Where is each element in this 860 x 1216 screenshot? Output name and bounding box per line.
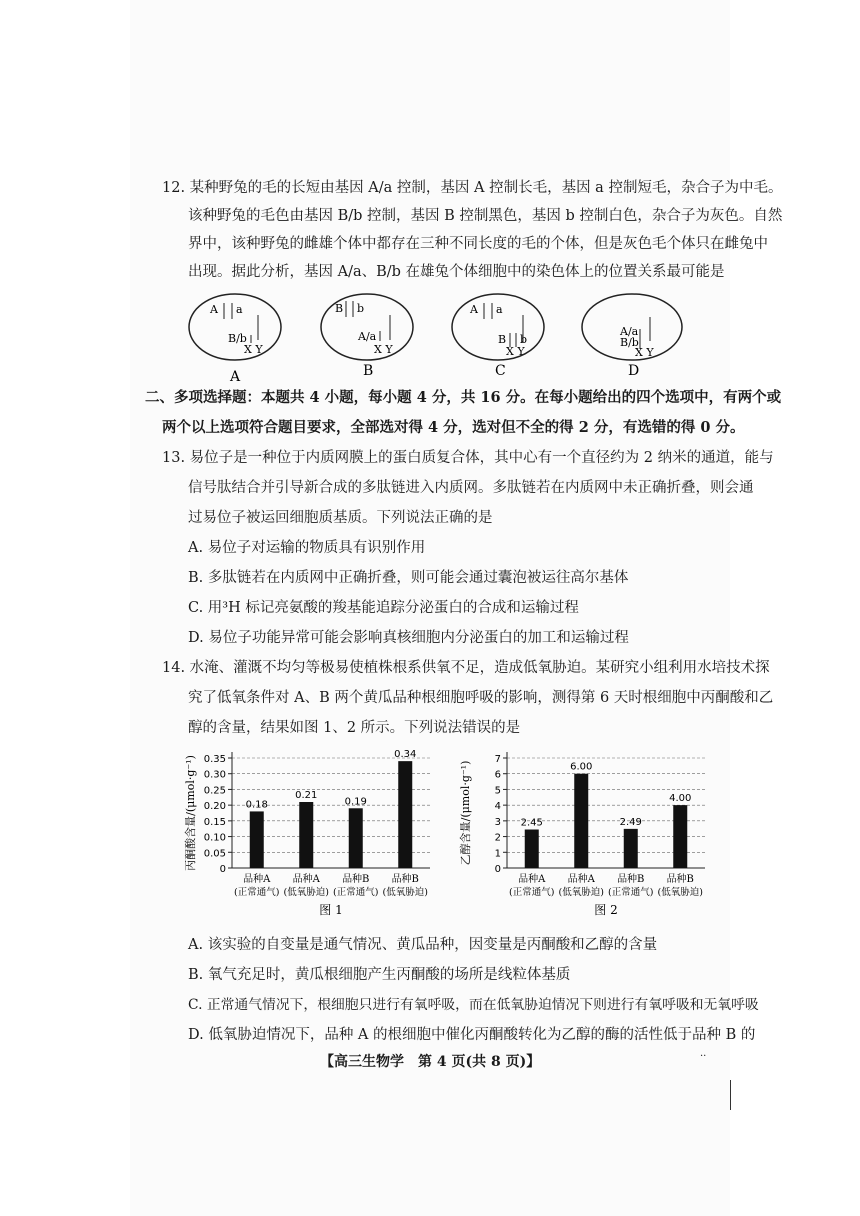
y-tick-label: 5	[494, 785, 501, 797]
bar	[574, 774, 588, 868]
q14-choice-c: C. 正常通气情况下，根细胞只进行有氧呼吸，而在低氧胁迫情况下则进行有氧呼吸和无氧呼吸	[188, 997, 759, 1013]
data-label: 0.18	[245, 799, 268, 811]
svg-text:b: b	[520, 333, 528, 346]
svg-text:B: B	[498, 333, 507, 346]
y-tick-label: 4	[494, 801, 501, 813]
bar	[250, 811, 264, 868]
y-tick-label: 6	[494, 769, 501, 781]
q12-cell-diagrams	[180, 285, 720, 385]
option-label-d: D	[628, 363, 640, 379]
svg-text:a: a	[496, 303, 503, 316]
xy-label: X Y	[244, 343, 263, 356]
q14-choice-b: B. 氧气充足时，黄瓜根细胞产生丙酮酸的场所是线粒体基质	[188, 967, 571, 983]
data-label: 0.34	[394, 749, 417, 761]
x-tick-label: (低氧胁迫)	[382, 887, 428, 898]
q13-choice-a: A. 易位子对运输的物质具有识别作用	[188, 540, 426, 556]
bar	[673, 805, 687, 868]
y-axis-label: 丙酮酸含量/(μmol·g⁻¹)	[184, 755, 197, 871]
x-tick-label: (正常通气)	[333, 887, 379, 898]
x-tick-label: 品种B	[666, 874, 694, 885]
bar	[624, 829, 638, 868]
gene-label: B/b	[228, 332, 247, 345]
q13-line-3: 过易位子被运回细胞质基质。下列说法正确的是	[188, 510, 493, 526]
y-tick-label: 1	[494, 848, 501, 860]
x-tick-label: (低氧胁迫)	[283, 887, 329, 898]
y-tick-label: 0	[494, 864, 501, 875]
cell-option-d	[582, 294, 682, 360]
svg-text:b: b	[357, 302, 365, 315]
svg-text:X Y: X Y	[374, 343, 393, 356]
x-tick-label: (低氧胁迫)	[558, 887, 604, 898]
svg-text:X Y: X Y	[635, 346, 654, 359]
svg-text:A/a: A/a	[620, 325, 639, 338]
scan-mark	[730, 1080, 731, 1110]
x-tick-label: (低氧胁迫)	[657, 887, 703, 898]
q14-choice-d: D. 低氧胁迫情况下，品种 A 的根细胞中催化丙酮酸转化为乙醇的酶的活性低于品种 B 的	[188, 1027, 756, 1043]
x-tick-label: 品种B	[391, 874, 419, 885]
option-label-b: B	[363, 363, 374, 379]
q14-line-3: 醇的含量，结果如图 1、2 所示。下列说法错误的是	[188, 720, 521, 736]
section2-line-2: 两个以上选项符合题目要求，全部选对得 4 分，选对但不全的得 2 分，有选错的得 0 分。	[162, 419, 745, 436]
data-label: 0.21	[295, 790, 318, 801]
y-tick-label: 2	[494, 832, 501, 844]
y-axis-label: 乙醇含量/(μmol·g⁻¹)	[459, 760, 472, 866]
bar	[349, 808, 363, 868]
y-tick-label: 0.05	[203, 848, 226, 860]
q12-line-3: 界中，该种野兔的雌雄个体中都存在三种不同长度的毛的个体，但是灰色毛个体只在雌兔中	[188, 236, 768, 252]
x-tick-label: 品种A	[518, 874, 546, 885]
y-tick-label: 0.35	[203, 754, 226, 765]
q13-line-2: 信号肽结合并引导新合成的多肽链进入内质网。多肽链若在内质网中未正确折叠，则会通	[188, 480, 754, 496]
data-label: 4.00	[669, 793, 692, 805]
gene-label: a	[236, 303, 243, 316]
q13-line-1: 13. 易位子是一种位于内质网膜上的蛋白质复合体，其中心有一个直径约为 2 纳米的通道，能与	[162, 450, 774, 466]
y-tick-label: 7	[494, 754, 501, 765]
y-tick-label: 0	[219, 864, 226, 875]
section2-line-1: 二、多项选择题：本题共 4 小题，每小题 4 分，共 16 分。在每小题给出的四个选项中，有两个或	[145, 389, 782, 406]
x-tick-label: 品种A	[243, 874, 271, 885]
page-footer: 【高三生物学 第 4 页(共 8 页)】	[320, 1054, 541, 1070]
x-tick-label: (正常通气)	[509, 887, 555, 898]
bar	[299, 802, 313, 868]
x-tick-label: 品种A	[567, 874, 595, 885]
gene-label: A	[210, 303, 218, 316]
q12-line-2: 该种野兔的毛色由基因 B/b 控制，基因 B 控制黑色，基因 b 控制白色，杂合子为灰色。自然	[188, 208, 783, 224]
q13-choice-b: B. 多肽链若在内质网中正确折叠，则可能会通过囊泡被运往高尔基体	[188, 570, 629, 586]
cell-option-c	[452, 294, 544, 360]
x-tick-label: 品种A	[292, 874, 320, 885]
y-tick-label: 0.30	[203, 769, 226, 781]
cell-option-b	[321, 294, 413, 360]
svg-text:A/a: A/a	[358, 330, 377, 343]
x-tick-label: 品种B	[617, 874, 645, 885]
y-tick-label: 0.20	[203, 801, 226, 813]
q14-choice-a: A. 该实验的自变量是通气情况、黄瓜品种，因变量是丙酮酸和乙醇的含量	[188, 937, 658, 953]
q13-choice-d: D. 易位子功能异常可能会影响真核细胞内分泌蛋白的加工和运输过程	[188, 630, 629, 646]
bar	[398, 761, 412, 868]
svg-text:X Y: X Y	[506, 345, 525, 358]
y-tick-label: 0.10	[203, 832, 226, 844]
y-tick-label: 0.25	[203, 785, 226, 797]
svg-text:B: B	[335, 302, 344, 315]
data-label: 2.49	[619, 816, 642, 828]
chart-ethanol	[455, 740, 715, 920]
q12-line-4: 出现。据此分析，基因 A/a、B/b 在雄兔个体细胞中的染色体上的位置关系最可能是	[188, 264, 725, 280]
svg-text:A: A	[470, 303, 478, 316]
q13-choice-c: C. 用³H 标记亮氨酸的羧基能追踪分泌蛋白的合成和运输过程	[188, 600, 579, 616]
bar	[525, 830, 539, 869]
x-tick-label: 品种B	[342, 874, 370, 885]
corner-dots: ..	[700, 1048, 707, 1059]
figure-title: 图 2	[594, 903, 618, 917]
data-label: 0.19	[344, 796, 367, 808]
figure-title: 图 1	[319, 903, 343, 917]
q14-line-2: 究了低氧条件对 A、B 两个黄瓜品种根细胞呼吸的影响，测得第 6 天时根细胞中丙酮酸和乙	[188, 690, 774, 706]
cell-option-a	[189, 294, 281, 360]
y-tick-label: 0.15	[203, 816, 226, 828]
q14-line-1: 14. 水淹、灌溉不均匀等极易使植株根系供氧不足，造成低氧胁迫。某研究小组利用水培技术探	[162, 660, 770, 676]
data-label: 6.00	[570, 761, 593, 773]
x-tick-label: (正常通气)	[608, 887, 654, 898]
x-tick-label: (正常通气)	[234, 887, 280, 898]
svg-text:B/b: B/b	[620, 336, 639, 349]
option-label-c: C	[495, 363, 506, 379]
y-tick-label: 3	[494, 816, 501, 828]
q12-line-1: 12. 某种野兔的毛的长短由基因 A/a 控制，基因 A 控制长毛，基因 a 控制短毛，杂合子为中毛。	[162, 180, 783, 196]
data-label: 2.45	[520, 817, 543, 829]
option-label-a: A	[230, 369, 241, 385]
chart-pyruvate	[180, 740, 440, 920]
